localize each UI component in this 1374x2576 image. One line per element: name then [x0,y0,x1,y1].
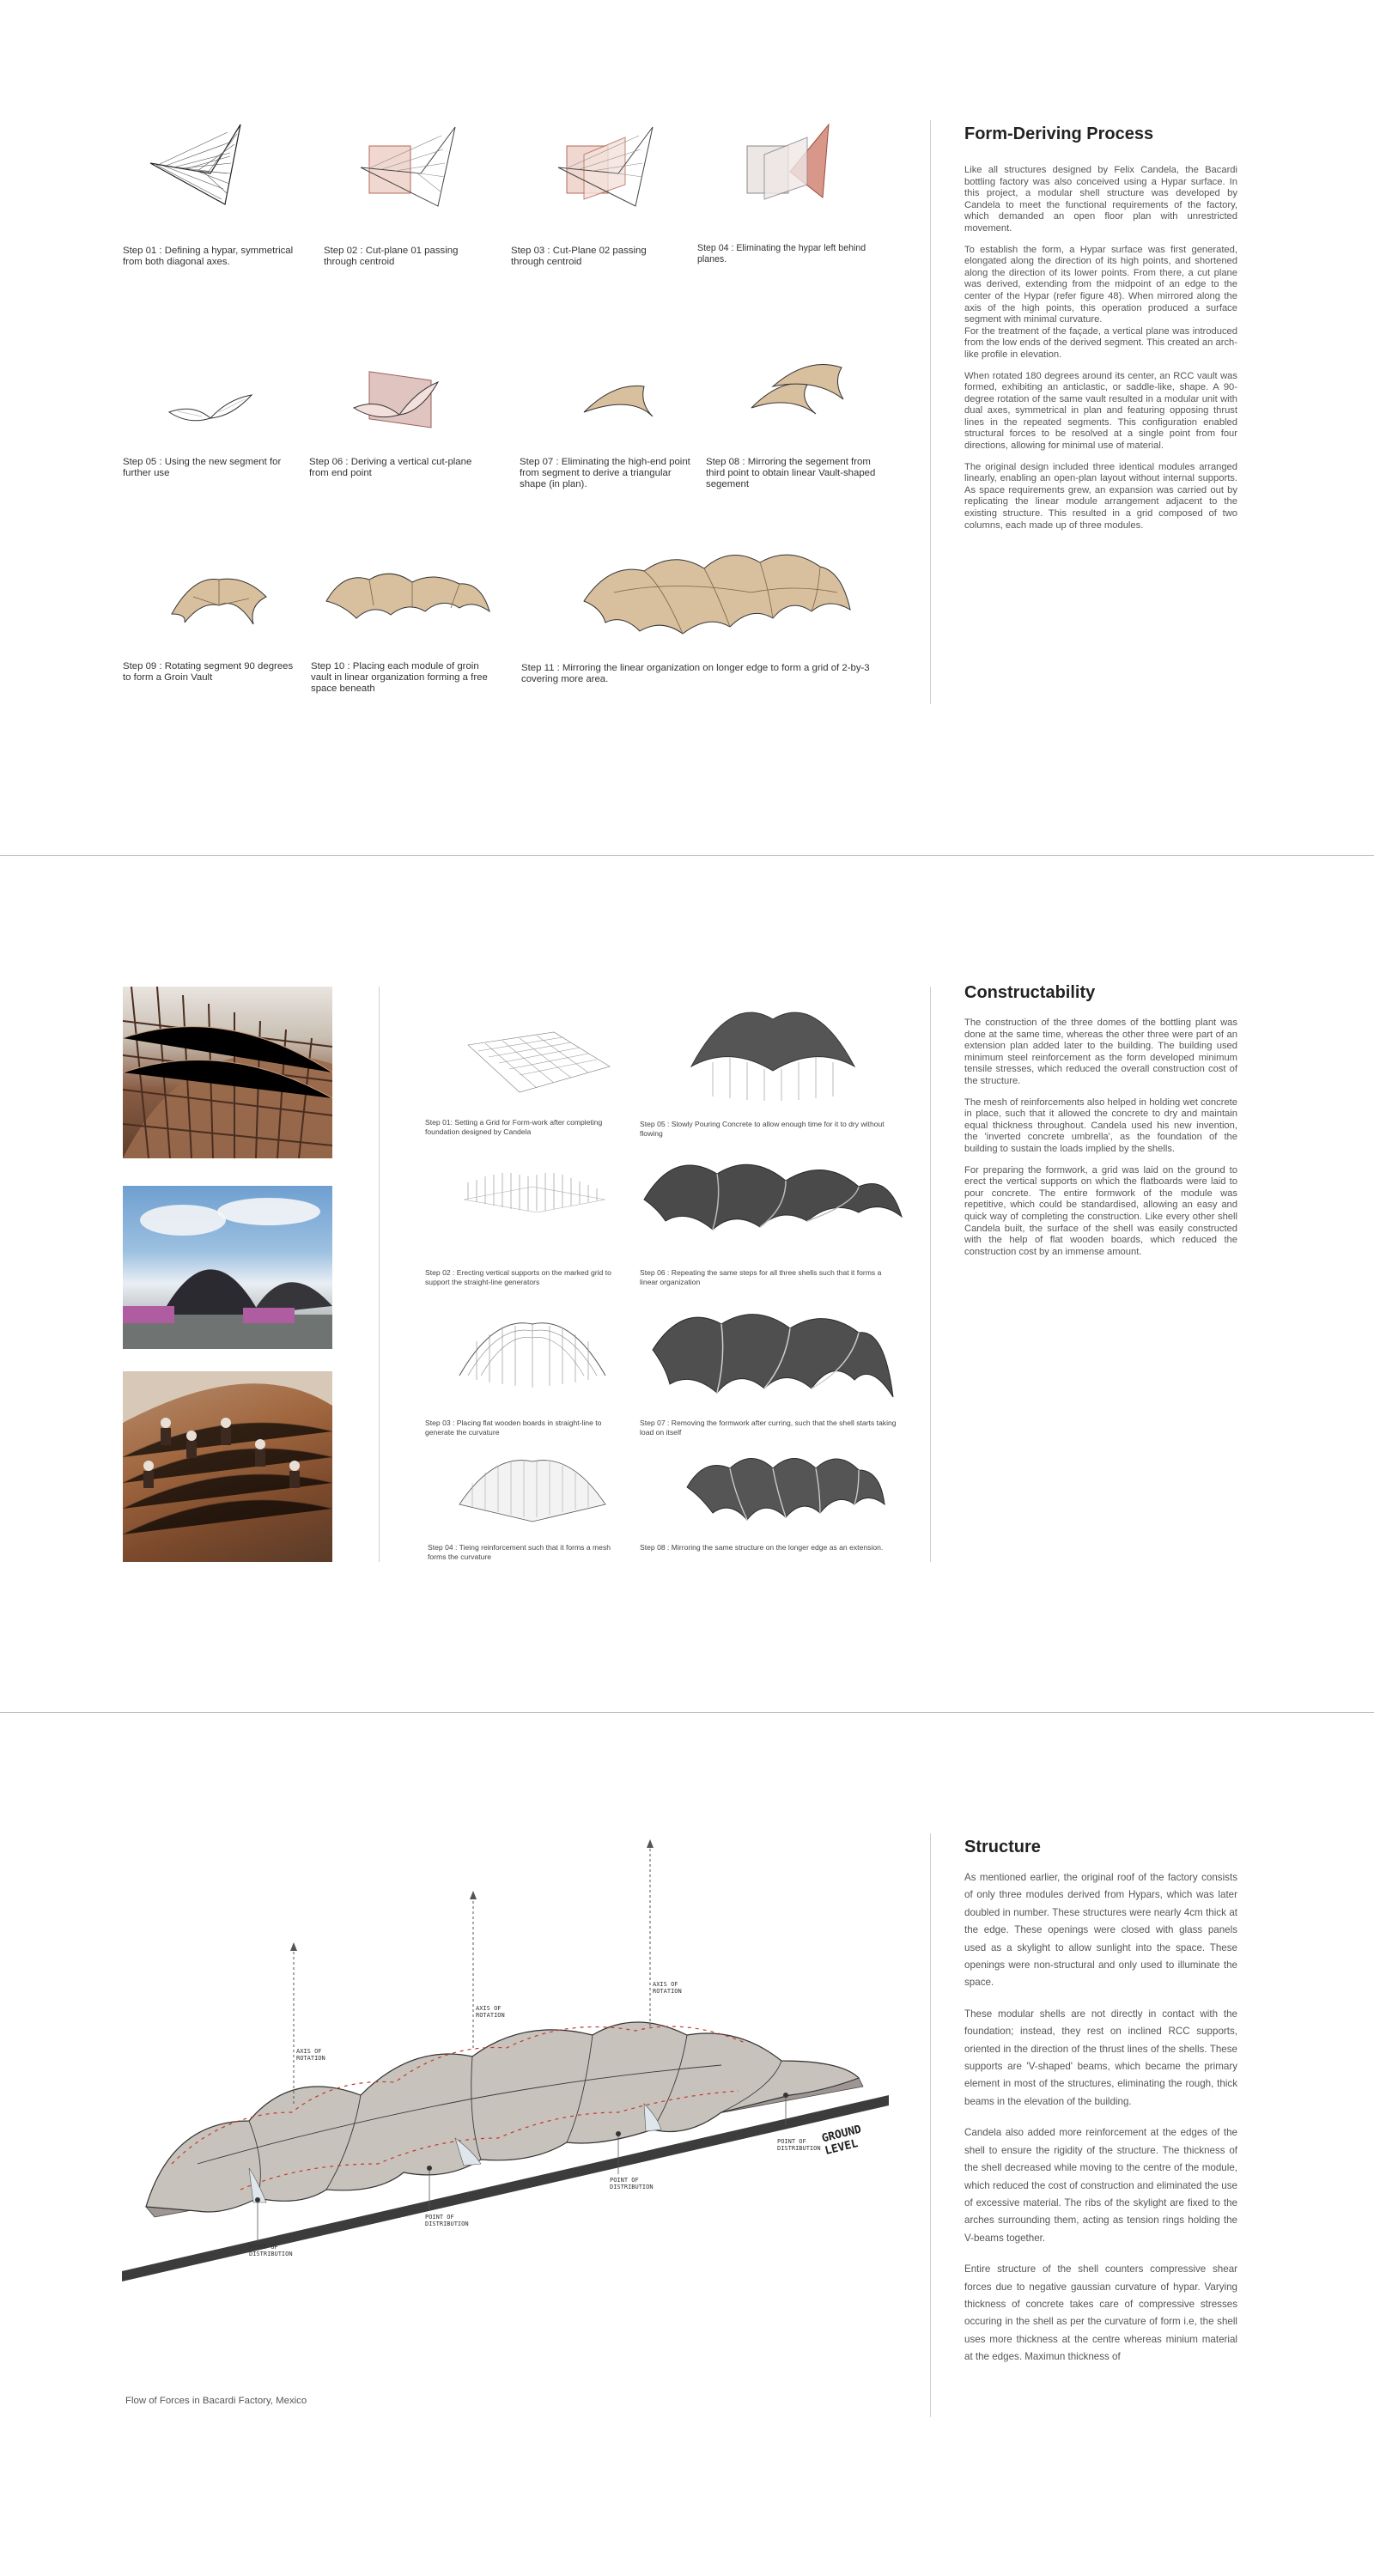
distribution-label: POINT OF DISTRIBUTION [777,2138,821,2152]
column-divider [379,987,380,1562]
step-caption: Step 01: Setting a Grid for Form-work after completing foundation designed by Candela [425,1118,603,1136]
section-title: Form-Deriving Process [964,125,1154,143]
step-caption: Step 07 : Eliminating the high-end point from segment to derive a triangular shape (in plan). [520,457,690,489]
hypar-step01-diagram [146,120,266,215]
concrete-step05-shell-diagram [687,993,859,1101]
figure-caption: Flow of Forces in Bacardi Factory, Mexico [125,2396,307,2406]
step-caption: Step 02 : Cut-plane 01 passing through centroid [324,246,459,267]
distribution-label: POINT OF DISTRIBUTION [249,2244,293,2257]
step-caption: Step 04 : Eliminating the hypar left behind planes. [697,243,866,264]
formwork-step04-reinforcement-diagram [451,1449,614,1526]
column-divider [930,1833,931,2417]
step-caption: Step 09 : Rotating segment 90 degrees to form a Groin Vault [123,661,294,683]
grid-vault-step11-diagram [580,532,854,644]
step-caption: Step 06 : Repeating the same steps for all three shells such that it forms a linear organization [640,1268,882,1286]
vault-step08-diagram [747,361,850,421]
paragraph: When rotated 180 degrees around its center, an RCC vault was formed, exhibiting an anticlastic, or saddle-like, shape. A 90-degree rotation of the same vault resulted in a modular unit with dual axes, symmetrical in plan and featuring opposing thrust lines in the repeated segments. This configuration enabled structural forces to be resolved at a single point from four directions, allowing for minimal use of material. [964,370,1237,452]
construction-photo-concrete-pouring [123,1371,332,1562]
formwork-step02-supports-diagram [451,1161,614,1230]
step-caption: Step 05 : Using the new segment for further use [123,457,282,478]
axis-label: AXIS OF ROTATION [653,1981,682,1995]
concrete-step07-removed-formwork-diagram [648,1298,897,1410]
section-form-deriving [0,0,1374,854]
paragraph: Candela also added more reinforcement at the edges of the shell to ensure the rigidity of the structure. The thickness of the shell decreased while moving to the centre of the module, which reduced the cost of construction and eliminated the use of excessive material. The ribs of the skylight are fixed to the arches surrounding them, acting as tension rings holding the V-beams together. [964,2127,1237,2244]
section-body [964,1869,1237,2380]
groin-vault-step09-diagram [167,562,271,631]
construction-photo-shell-exterior [123,1186,332,1349]
formwork-step03-boards-diagram [451,1307,614,1401]
paragraph: The original design included three identical modules arranged linearly, enabling an open-plan layout without internal supports. As space requirements grew, an expansion was carried out by replicating the linear module arrangement adjacent to the existing structure. This resulted in a grid composed of two columns, each made up of three modules. [964,461,1237,531]
step-caption: Step 11 : Mirroring the linear organization on longer edge to form a grid of 2-by-3 covering more area. [521,663,870,684]
hypar-step02-diagram [352,120,472,215]
segment-step06-diagram [352,365,447,434]
column-divider [930,120,931,704]
distribution-label: POINT OF DISTRIBUTION [425,2214,469,2227]
step-caption: Step 08 : Mirroring the segement from third point to obtain linear Vault-shaped segement [706,457,876,489]
step-caption: Step 02 : Erecting vertical supports on the marked grid to support the straight-line generators [425,1268,611,1286]
concrete-step06-linear-diagram [640,1148,906,1242]
paragraph: To establish the form, a Hypar surface was first generated, elongated along the direction of its high points, and shortened along the direction of its lower points. From there, a cut plane was derived, extending from the midpoint of an edge to the center of the Hypar (refer figure 48). When mirrored along the axis of the high points, this operation produced a surface segment with minimal curvature. For the treatment of the façade, a vertical plane was introduced from the low ends of the derived segment. This created an arch-like profile in elevation. [964,244,1237,360]
paragraph: The construction of the three domes of the bottling plant was done at the same time, whereas the other three were part of an extension plan added later to the building. The building used minimum steel reinforcement as the form developed minimum tensile stresses, which reduced the overall construction cost of the structure. [964,1018,1237,1086]
section-body [964,165,1237,541]
step-caption: Step 06 : Deriving a vertical cut-plane from end point [309,457,472,478]
distribution-label: POINT OF DISTRIBUTION [610,2177,654,2190]
section-body [964,1018,1237,1267]
step-caption: Step 10 : Placing each module of groin vault in linear organization forming a free space beneath [311,661,488,694]
paragraph: The mesh of reinforcements also helped in holding wet concrete in place, such that it allowed the concrete to dry and maintain equal thickness throughout. Candela used his new invention, the 'inverted concrete umbrella', as the foundation of the building to sustain the loads implied by the shells. [964,1097,1237,1154]
axis-label: AXIS OF ROTATION [296,2048,325,2062]
construction-photo-scaffolding [123,987,332,1158]
ground-level-label: GROUND LEVEL [820,2123,863,2159]
step-caption: Step 01 : Defining a hypar, symmetrical from both diagonal axes. [123,246,294,267]
section-structure [0,1713,1374,2576]
step-caption: Step 03 : Placing flat wooden boards in straight-line to generate the curvature [425,1419,602,1437]
step-caption: Step 04 : Tieing reinforcement such that it forms a mesh forms the curvature [428,1543,611,1561]
flow-of-forces-diagram [120,1906,893,2284]
step-caption: Step 03 : Cut-Plane 02 passing through centroid [511,246,647,267]
section-title: Structure [964,1838,1041,1856]
paragraph: These modular shells are not directly in contact with the foundation; instead, they rest on inclined RCC supports, oriented in the direction of the thrust lines of the shells. These supports are 'V-shaped' beams, which became the primary element in most of the structures, eliminating the rough, thick beams in the elevation of the building. [964,2008,1237,2107]
hypar-step03-diagram [550,120,670,215]
paragraph: For preparing the formwork, a grid was laid on the ground to erect the vertical supports on which the flatboards were laid to pour concrete. The entire formwork of the module was repetitive, which could be standardised, allowing an easy and quick way of completing the construction. Like every other shell Candela built, the surface of the shell was easily constructed with the help of flat wooden boards, which reduced the construction cost by an immense amount. [964,1164,1237,1257]
segment-step05-diagram [167,391,253,434]
step-caption: Step 05 : Slowly Pouring Concrete to allow enough time for it to dry without flowing [640,1120,885,1138]
section-constructability [0,856,1374,1711]
step-caption: Step 07 : Removing the formwork after curring, such that the shell starts taking load on itself [640,1419,897,1437]
step-caption: Step 08 : Mirroring the same structure on the longer edge as an extension. [640,1543,884,1552]
paragraph: Like all structures designed by Felix Candela, the Bacardi bottling factory was also conceived using a Hypar surface. In this project, a modular shell structure was developed by Candela to meet the functional requirements of the factory, which demanded an open floor plan with unrestricted movement. [964,165,1237,234]
axis-label: AXIS OF ROTATION [476,2005,505,2019]
paragraph: Entire structure of the shell counters compressive shear forces due to negative gaussian curvature of hypar. Varying thickness of concrete takes care of compressive stresses occuring in the shell as per the curvature of form i.e, the shell uses more thickness at the centre whereas minium material at the edges. Maximun thickness of [964,2263,1237,2363]
column-divider [930,987,931,1562]
formwork-step01-grid-diagram [451,1028,614,1097]
hypar-step04-diagram [739,120,859,215]
section-title: Constructability [964,983,1096,1002]
paragraph: As mentioned earlier, the original roof of the factory consists of only three modules derived from Hypars, which was later doubled in number. These structures were nearly 4cm thick at the edge. These openings were closed with glass panels used as a skylight to allow sunlight into the space. These openings were non-structural and only used to illuminate the space. [964,1872,1237,1989]
linear-vault-step10-diagram [322,558,494,627]
vault-step07-diagram [580,378,657,421]
concrete-step08-mirrored-diagram [683,1444,889,1526]
